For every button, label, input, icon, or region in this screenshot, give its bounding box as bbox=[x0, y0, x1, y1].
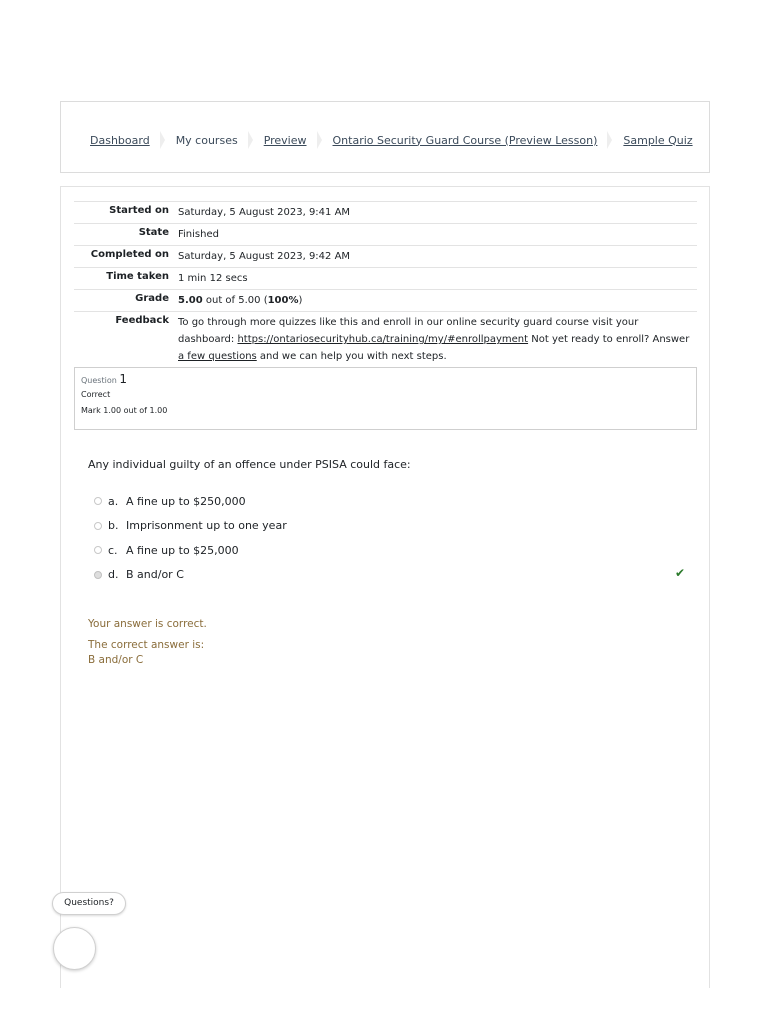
table-row bbox=[74, 268, 697, 290]
grade-value bbox=[174, 290, 697, 312]
questions-help-button[interactable]: Questions? bbox=[52, 892, 126, 915]
feedback-text: Not yet ready to enroll? Answer bbox=[528, 334, 690, 345]
table-row bbox=[74, 202, 697, 224]
question-text: Any individual guilty of an offence under PSISA could face: bbox=[88, 458, 411, 471]
breadcrumb-sample-quiz[interactable]: Sample Quiz bbox=[623, 133, 693, 147]
answer-text: Imprisonment up to one year bbox=[126, 519, 287, 533]
breadcrumb-separator-icon bbox=[248, 131, 253, 149]
table-row bbox=[74, 224, 697, 246]
answer-letter: c. bbox=[108, 543, 118, 557]
question-mark: Mark 1.00 out of 1.00 bbox=[81, 406, 168, 415]
enroll-link[interactable]: https://ontariosecurityhub.ca/training/my/#enrollpayment bbox=[237, 334, 529, 345]
answer-text: A fine up to $250,000 bbox=[126, 494, 246, 508]
correct-answer: B and/or C bbox=[88, 654, 144, 666]
answer-list bbox=[94, 489, 684, 587]
question-number bbox=[81, 373, 690, 387]
feedback-text: and we can help you with next steps. bbox=[256, 351, 447, 362]
state-value: Finished bbox=[178, 229, 219, 240]
breadcrumb-my-courses: My courses bbox=[175, 133, 238, 147]
chat-launcher-button[interactable] bbox=[53, 927, 96, 970]
breadcrumb-separator-icon bbox=[317, 131, 322, 149]
answer-option-a[interactable] bbox=[94, 489, 684, 514]
quiz-review-panel bbox=[60, 186, 710, 988]
feedback-label: Feedback bbox=[115, 315, 169, 326]
radio-button-selected[interactable] bbox=[94, 571, 102, 579]
grade-rest: out of 5.00 ( bbox=[205, 295, 268, 306]
few-questions-link[interactable]: a few questions bbox=[178, 351, 257, 362]
breadcrumb-dashboard[interactable]: Dashboard bbox=[90, 133, 150, 147]
grade-score: 5.00 bbox=[178, 295, 203, 306]
completed-label: Completed on bbox=[90, 249, 169, 260]
radio-button[interactable] bbox=[94, 522, 102, 530]
question-info-box bbox=[74, 367, 697, 430]
checkmark-icon: ✔ bbox=[674, 565, 685, 580]
grade-close: ) bbox=[298, 295, 303, 306]
breadcrumb-separator-icon bbox=[607, 131, 612, 149]
feedback-value bbox=[174, 312, 697, 368]
completed-value: Saturday, 5 August 2023, 9:42 AM bbox=[178, 251, 351, 262]
answer-text: B and/or C bbox=[126, 568, 184, 582]
question-state: Correct bbox=[81, 390, 111, 399]
feedback-correct: Your answer is correct. bbox=[88, 618, 207, 630]
answer-option-d[interactable] bbox=[94, 563, 684, 588]
question-prefix: Question bbox=[81, 376, 117, 385]
answer-text: A fine up to $25,000 bbox=[126, 543, 239, 557]
answer-letter: a. bbox=[108, 494, 119, 508]
answer-letter: b. bbox=[108, 519, 119, 533]
radio-button[interactable] bbox=[94, 497, 102, 505]
answer-feedback bbox=[88, 617, 207, 668]
grade-label: Grade bbox=[135, 293, 169, 304]
attempt-summary-table bbox=[74, 201, 697, 367]
table-row bbox=[74, 312, 697, 368]
time-taken-value: 1 min 12 secs bbox=[178, 273, 248, 284]
breadcrumb-preview[interactable]: Preview bbox=[263, 133, 307, 147]
question-number-value: 1 bbox=[119, 372, 127, 386]
table-row bbox=[74, 246, 697, 268]
answer-option-c[interactable] bbox=[94, 538, 684, 563]
answer-letter: d. bbox=[108, 568, 119, 582]
breadcrumb-separator-icon bbox=[160, 131, 165, 149]
started-value: Saturday, 5 August 2023, 9:41 AM bbox=[178, 207, 351, 218]
breadcrumb bbox=[90, 131, 693, 149]
grade-percent: 100% bbox=[267, 295, 299, 306]
correct-answer-label: The correct answer is: bbox=[88, 639, 205, 651]
time-taken-label: Time taken bbox=[106, 271, 169, 282]
feedback-text: To go through more quizzes like this and enroll in our online security guard course visit your dashboard: bbox=[178, 317, 639, 345]
started-label: Started on bbox=[109, 205, 169, 216]
answer-option-b[interactable] bbox=[94, 514, 684, 539]
radio-button[interactable] bbox=[94, 546, 102, 554]
table-row bbox=[74, 290, 697, 312]
state-label: State bbox=[138, 227, 169, 238]
breadcrumb-container bbox=[60, 101, 710, 173]
breadcrumb-course[interactable]: Ontario Security Guard Course (Preview Lesson) bbox=[332, 133, 598, 147]
